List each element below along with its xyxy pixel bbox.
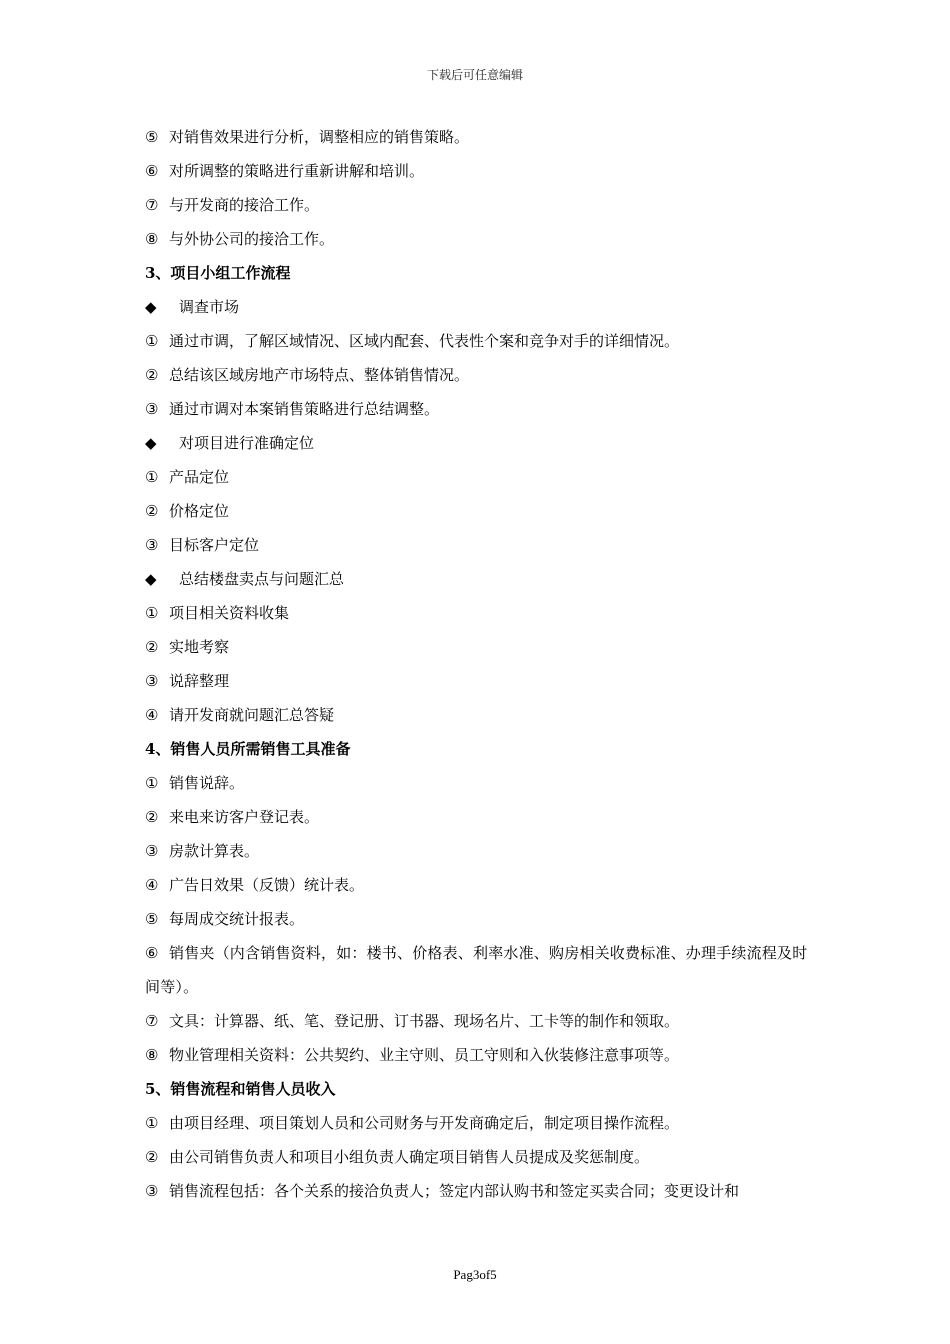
list-item-text: 对所调整的策略进行重新讲解和培训。 — [169, 162, 425, 180]
list-item-text: 来电来访客户登记表。 — [169, 808, 320, 826]
diamond-icon: ◆ — [145, 434, 157, 452]
diamond-icon: ◆ — [145, 298, 157, 316]
list-item-text: 产品定位 — [169, 468, 230, 486]
list-item — [145, 936, 815, 1004]
list-item — [145, 766, 815, 800]
list-number: ⑥ — [145, 944, 159, 962]
list-item-text: 销售说辞。 — [169, 774, 245, 792]
list-item — [145, 1004, 815, 1038]
list-item-text: 目标客户定位 — [169, 536, 260, 554]
list-item-text: 销售夹（内含销售资料，如：楼书、价格表、利率水准、购房相关收费标准、办理手续流程及时间等）。 — [145, 944, 808, 996]
list-number: ⑧ — [145, 230, 159, 248]
list-item — [145, 188, 815, 222]
list-item — [145, 460, 815, 494]
list-number: ⑧ — [145, 1046, 159, 1064]
list-item-text: 实地考察 — [169, 638, 230, 656]
list-item — [145, 664, 815, 698]
list-number: ③ — [145, 672, 159, 690]
list-item — [145, 358, 815, 392]
list-item-text: 文具：计算器、纸、笔、登记册、订书器、现场名片、工卡等的制作和领取。 — [169, 1012, 680, 1030]
list-number: ② — [145, 638, 159, 656]
list-number: ① — [145, 774, 159, 792]
list-item — [145, 1038, 815, 1072]
list-item-text: 广告日效果（反馈）统计表。 — [169, 876, 365, 894]
list-item — [145, 1174, 815, 1208]
list-item — [145, 800, 815, 834]
list-number: ① — [145, 332, 159, 350]
page-number: Pag3of5 — [453, 1267, 497, 1282]
bullet-text: 调查市场 — [179, 298, 240, 316]
list-number: ⑤ — [145, 910, 159, 928]
list-number: ② — [145, 808, 159, 826]
list-number: ② — [145, 1148, 159, 1166]
list-item — [145, 1106, 815, 1140]
list-number: ① — [145, 604, 159, 622]
list-item-text: 房款计算表。 — [169, 842, 260, 860]
list-number: ⑤ — [145, 128, 159, 146]
list-item-text: 通过市调对本案销售策略进行总结调整。 — [169, 400, 440, 418]
list-item-text: 与外协公司的接洽工作。 — [169, 230, 335, 248]
list-item — [145, 834, 815, 868]
list-item — [145, 222, 815, 256]
list-number: ⑦ — [145, 196, 159, 214]
bullet-text: 对项目进行准确定位 — [179, 434, 315, 452]
list-item — [145, 902, 815, 936]
list-item-text: 对销售效果进行分析，调整相应的销售策略。 — [169, 128, 470, 146]
list-item-text: 总结该区域房地产市场特点、整体销售情况。 — [169, 366, 470, 384]
list-item-text: 价格定位 — [169, 502, 230, 520]
page-header: 下载后可任意编辑 — [426, 68, 523, 82]
list-item-text: 通过市调，了解区域情况、区域内配套、代表性个案和竞争对手的详细情况。 — [169, 332, 680, 350]
list-item-text: 由项目经理、项目策划人员和公司财务与开发商确定后，制定项目操作流程。 — [169, 1114, 680, 1132]
list-item — [145, 494, 815, 528]
list-item — [145, 698, 815, 732]
document-body — [145, 120, 815, 1208]
list-item-text: 与开发商的接洽工作。 — [169, 196, 320, 214]
list-item-text: 请开发商就问题汇总答疑 — [169, 706, 335, 724]
list-number: ⑥ — [145, 162, 159, 180]
list-item — [145, 392, 815, 426]
bullet-item — [145, 290, 815, 324]
bullet-text: 总结楼盘卖点与问题汇总 — [179, 570, 345, 588]
section-heading: 5、销售流程和销售人员收入 — [145, 1080, 336, 1098]
list-number: ③ — [145, 842, 159, 860]
list-number: ④ — [145, 706, 159, 724]
list-number: ③ — [145, 1182, 159, 1200]
list-item-text: 说辞整理 — [169, 672, 230, 690]
section-heading: 3、项目小组工作流程 — [145, 264, 291, 282]
list-item — [145, 324, 815, 358]
section-heading: 4、销售人员所需销售工具准备 — [145, 740, 351, 758]
list-item — [145, 154, 815, 188]
diamond-icon: ◆ — [145, 570, 157, 588]
list-number: ② — [145, 502, 159, 520]
list-item-text: 项目相关资料收集 — [169, 604, 290, 622]
list-number: ① — [145, 468, 159, 486]
list-number: ⑦ — [145, 1012, 159, 1030]
bullet-item — [145, 562, 815, 596]
list-item-text: 销售流程包括：各个关系的接洽负责人；签定内部认购书和签定买卖合同；变更设计和 — [169, 1182, 740, 1200]
list-item-text: 每周成交统计报表。 — [169, 910, 305, 928]
list-number: ③ — [145, 536, 159, 554]
list-number: ④ — [145, 876, 159, 894]
list-item — [145, 1140, 815, 1174]
list-item — [145, 596, 815, 630]
list-item — [145, 630, 815, 664]
list-number: ③ — [145, 400, 159, 418]
list-number: ① — [145, 1114, 159, 1132]
list-item — [145, 868, 815, 902]
list-item — [145, 528, 815, 562]
list-item-text: 由公司销售负责人和项目小组负责人确定项目销售人员提成及奖惩制度。 — [169, 1148, 650, 1166]
list-item-text: 物业管理相关资料：公共契约、业主守则、员工守则和入伙装修注意事项等。 — [169, 1046, 680, 1064]
list-number: ② — [145, 366, 159, 384]
bullet-item — [145, 426, 815, 460]
list-item — [145, 120, 815, 154]
